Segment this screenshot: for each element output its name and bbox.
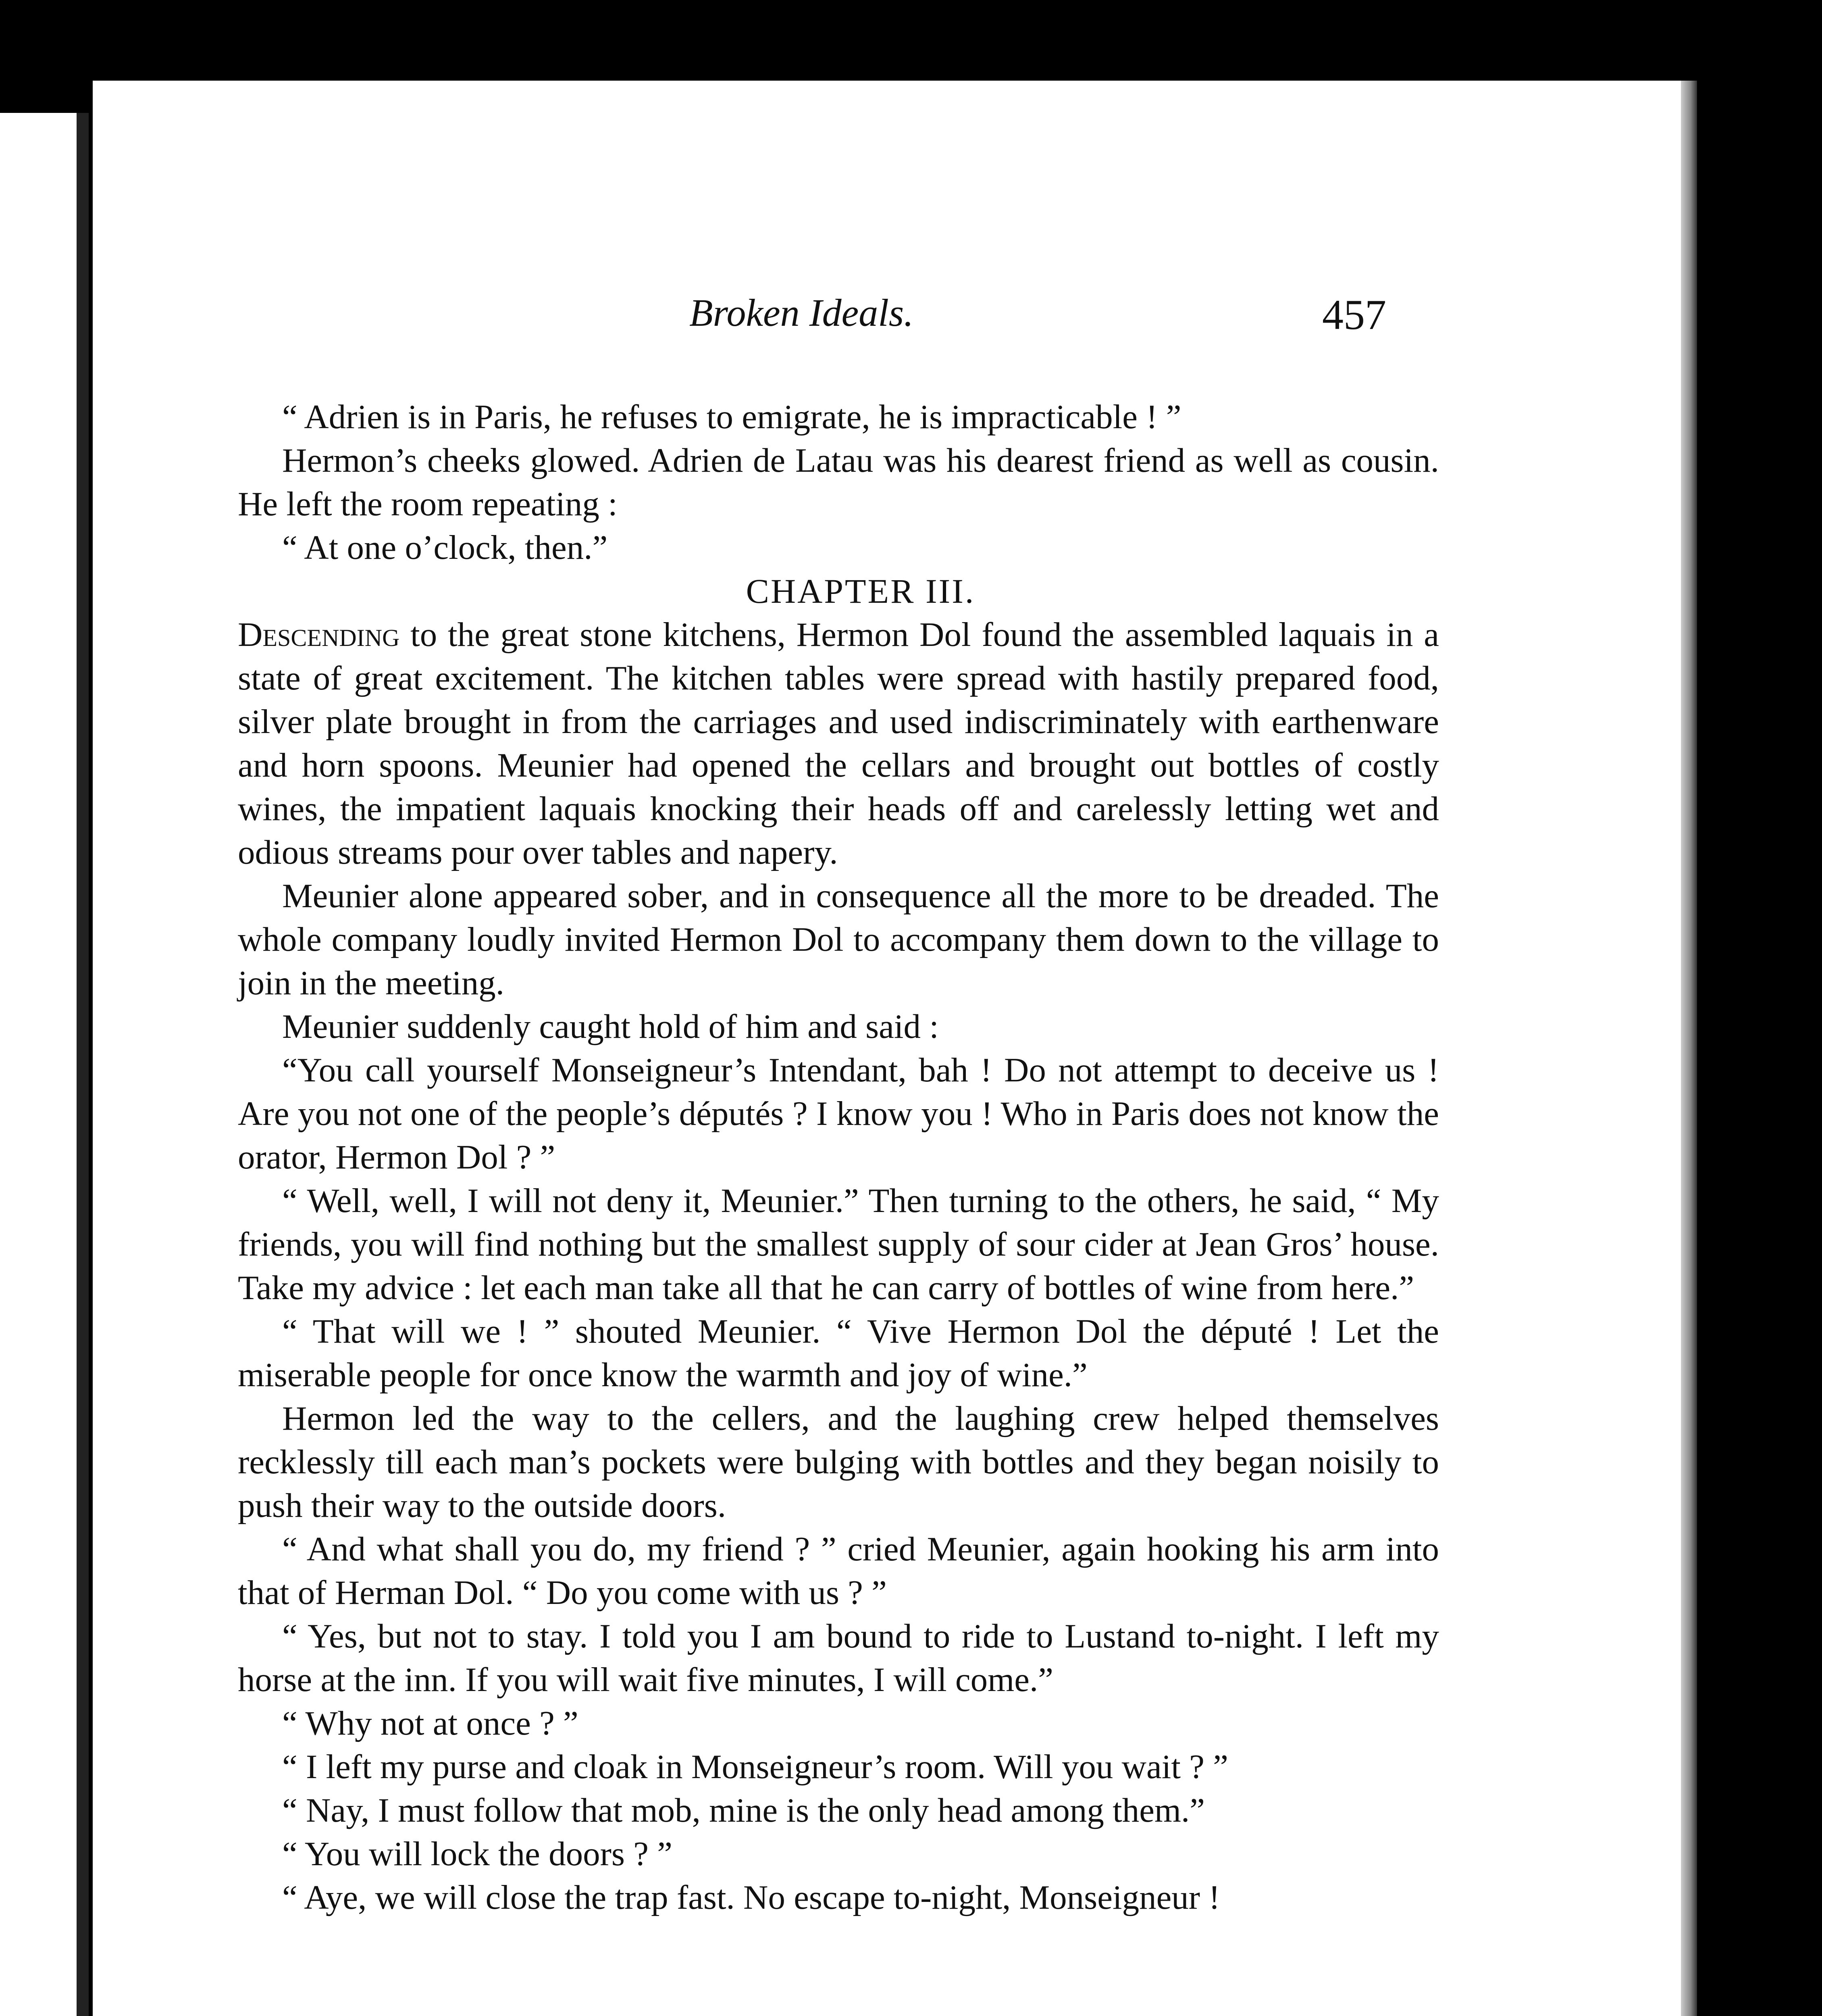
page-edge-shadow (1681, 81, 1697, 2016)
chapter-heading: CHAPTER III. (746, 572, 975, 610)
running-head (93, 290, 1697, 351)
paragraph: Meunier suddenly caught hold of him and said : (282, 1008, 939, 1045)
paragraph: “ Well, well, I will not deny it, Meunier.” Then turning to the others, he said, “ My friends, you will find nothing but the smallest supply of sour cider at Jean Gros’ house. Take my advice : let each man take all that he can carry of bottles of wine from here.” (238, 1182, 1439, 1307)
facing-page-edge (0, 113, 89, 2016)
paragraph: “ Aye, we will close the trap fast. No escape to-night, Monseigneur ! (282, 1879, 1220, 1916)
paragraph: “ Yes, but not to stay. I told you I am bound to ride to Lustand to-night. I left my horse at the inn. If you will wait five minutes, I will come.” (238, 1617, 1439, 1699)
paragraph: Hermon’s cheeks glowed. Adrien de Latau was his dearest friend as well as cousin. He left the room repeating : (238, 442, 1439, 523)
page-number: 457 (1322, 291, 1386, 338)
paragraph: “ You will lock the doors ? ” (282, 1835, 672, 1873)
paragraph: “ Nay, I must follow that mob, mine is the only head among them.” (282, 1791, 1205, 1829)
running-title: Broken Ideals. (689, 291, 914, 334)
paragraph: “ Why not at once ? ” (282, 1704, 578, 1742)
paragraph: “ At one o’clock, then.” (282, 529, 608, 566)
paragraph: “ And what shall you do, my friend ? ” cried Meunier, again hooking his arm into that of Herman Dol. “ Do you come with us ? ” (238, 1530, 1439, 1612)
body-text (238, 395, 1439, 1919)
paragraph: “ That will we ! ” shouted Meunier. “ Vive Hermon Dol the député ! Let the miserable people for once know the warmth and joy of wine.” (238, 1312, 1439, 1394)
paragraph: “ Adrien is in Paris, he refuses to emigrate, he is impracticable ! ” (282, 398, 1181, 436)
paragraph: Hermon led the way to the cellers, and the laughing crew helped themselves recklessly till each man’s pockets were bulging with bottles and they began noisily to push their way to the outside doors. (238, 1400, 1439, 1524)
paragraph: Meunier alone appeared sober, and in consequence all the more to be dreaded. The whole company loudly invited Hermon Dol to accompany them down to the village to join in the meeting. (238, 877, 1439, 1002)
book-page (93, 81, 1697, 2016)
opening-text: to the great stone kitchens, Hermon Dol found the assembled laquais in a state of great excitement. The kitchen tables were spread with hastily prepared food, silver plate brought in from the carriages and used indiscriminately with earthenware and horn spoons. Meunier had opened the cellars and brought out bottles of costly wines, the impatient laquais knocking their heads off and carelessly letting wet and odious streams pour over tables and napery. (238, 616, 1439, 871)
chapter-opening-paragraph (238, 613, 1439, 874)
paragraph: “ I left my purse and cloak in Monseigneur’s room. Will you wait ? ” (282, 1748, 1228, 1786)
paragraph: “You call yourself Monseigneur’s Intendant, bah ! Do not attempt to deceive us ! Are you not one of the people’s députés ? I know you ! Who in Paris does not know the orator, Hermon Dol ? ” (238, 1051, 1439, 1176)
opening-word: Descending (238, 616, 400, 654)
